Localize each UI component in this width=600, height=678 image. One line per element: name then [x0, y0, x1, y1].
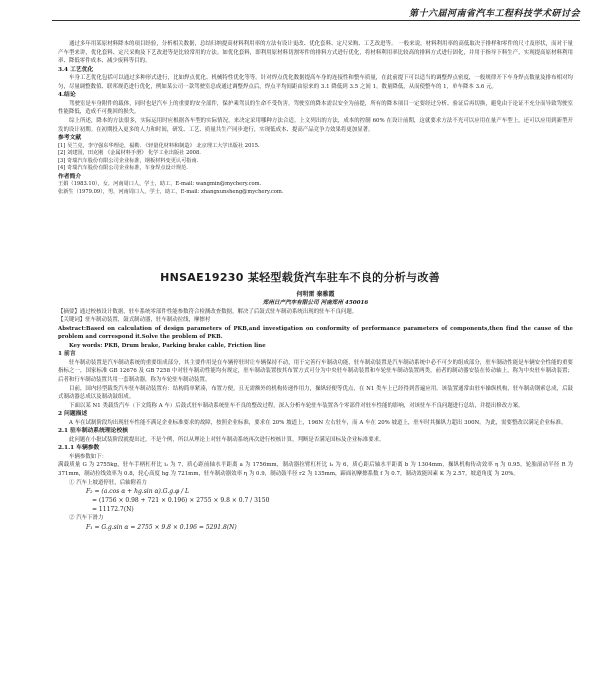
section-heading: 3.4 工艺优化 — [58, 66, 94, 73]
paragraph: 综上所述，降本的方法很多，实际运用时应根据各车型的实际情况，来决定采用哪种方法合适。上文列出的方法，成本的控制 60% 在设计前期，这就要求方法不光可以应用在量产车型上，还可以应用到新型开发的设计初期。在初期投入更多的人力和时间，研发、工艺、质量共生产同步进行，实现低成本、提高产品竞争力效果将更加显著。 — [58, 117, 573, 133]
keywords-en: Key words: PKB, Drum brake, Parking brake cable, Friction line — [69, 342, 266, 349]
paragraph: 下面以某 N1 类载货汽车（下文简称 A 车）后鼓式驻车制动系统驻车不良的整改过程，深入分析车轮驻车装置各个零部件对驻车性能的影响，对该驻车不良问题进行总结，并提出修改方案。 — [69, 402, 524, 409]
reference-item: [1] 吴兰克，李守强东华理论，福勒. 《轻量化材料和制造》 北京理工大学出版社 2015. — [58, 142, 260, 149]
paragraph: A 车在试制阶段均出现驻车性能不满足企业标准要求的故障，按照企业标准，要求在 20% 坡道上，196N 左右驻车，而 A 车在 20% 坡道上，驻车时其操纵力超出 300N。为此，需要整改以满足企业标准。 — [69, 419, 567, 426]
abstract-cn: 【摘要】通过校核设计数据，驻车系统零部件性能参数符合检测改查数据，解决了后鼓式驻车制动系统出现的驻车不良问题。 — [58, 308, 358, 315]
subsection-heading: 2.1 驻车制动系统理论校核 — [58, 428, 129, 435]
paragraph: 此问题在小批试装阶段就提出过，不是个例，所以从理论上对驻车制动系统再次进行校核计算，判断是否满足国标及企业标准要求。 — [69, 436, 385, 443]
paragraph: 目前，国内轻型载货汽车驻车制动装置有：结构简单紧凑，布置方便，且无需额外的机构传递作用力，操纵轻便等优点，在 N1 类车上已经得到普遍应用。该装置通常由驻车操纵机构，驻车制动钢索总成，后鼓式制动器总成以及制动鼓组成。 — [58, 385, 573, 401]
keywords-cn: 【关键词】驻车制动装置，鼓式制动器，驻车制动拉线，摩擦衬 — [58, 317, 211, 324]
section-heading: 2 问题描述 — [58, 411, 88, 418]
paragraph: 驻车制动装置是汽车制动系统的重要组成部分，其主要作用是在车辆停驻时让车辆保持不动，用于完善行车制动功能，驻车制动装置是汽车制动系统中必不可少的组成部分，驻车制动性能是车辆安全性能的重要指标之一，国家标准 GB 12676 及 GB 7258 中对驻车制动性能均有规定，驻车制动装置按其布置方式可分为中央驻车制动装置和车轮驻车制动装置两类，前者的制动器安装在传动轴上，称为中央驻车制动装置；后者和行车制动装置共用一套制动器，称为车轮驻车制动装置。 — [58, 359, 573, 384]
running-header: 第十六届河南省汽车工程科技学术研讨会 — [408, 9, 580, 19]
author-bio-heading: 作者简介 — [58, 173, 82, 180]
article-affiliation: 郑州日产汽车有限公司 河南郑州 450016 — [262, 300, 369, 306]
paragraph: 驾驶室是车身附件的载体，同时也是汽车上的重要的安全部件，保护乘驾员的生命不受伤害。驾驶室的降本需以安全为前提，所有的降本项目一定要经过分析、验证后再切换，避免由于论证不充分而导致驾驶室性能降低，造成不可挽回的损失。 — [58, 100, 573, 116]
paragraph: 满载质量 G 为 2755kg，驻车手柄杠杆比 i₁ 为 7，质心距前轴水平距离 a 为 1756mm，制动器拉臂杠杆比 i₂ 为 6，质心距后轴水平距离 b 为 1304mm，操纵机构传动效率 η 为 0.95，轮胎滚动半径 R 为 371mm，制动拉线效率为 0.8，轮心高度 hg 为 721mm，驻车制动器效率 η 为 0.9，制动鼓半径 r2 为 135mm，蹄面初摩擦系数 f 为 0.7，制动效能因素 K 为 2.57，坡道角度 为 20%。 — [58, 462, 573, 478]
reference-item: [2] 刘建国，田克刚 《金属材料手册》 化学工业出版社 2008. — [58, 150, 201, 157]
article-body — [58, 290, 573, 532]
references-heading: 参考文献 — [58, 135, 82, 142]
header-rule — [52, 20, 580, 21]
equation-label: ② 汽车下滑力 — [69, 515, 104, 522]
author-bio: 王娟（1983.10），女，河南周口人，学士，助工，E-mail: wangmin@mychery.com. — [58, 181, 262, 188]
subsection-heading: 2.1.1 车辆参数 — [58, 445, 100, 452]
reference-item: [4] 奇瑞汽车股份有限公司企业标准，车身焊点设计规范. — [58, 165, 188, 172]
equation-line: = 11172.7(N) — [92, 506, 134, 514]
section-heading: 4.结论 — [58, 92, 76, 99]
abstract-en: Abstract:Based on calculation of design parameters of PKB,and investigation on conformity of performance parameters of components,then find the cause of the problem and correspond it.Solve the problem of PKB. — [58, 325, 573, 341]
paragraph: 车辆参数如下： — [69, 453, 108, 460]
article-title: HNSAE19230 某轻型载货汽车驻车不良的分析与改善 — [160, 271, 440, 284]
reference-item: [3] 奇瑞汽车股份有限公司企业标准，钢板材料变更认可指南. — [58, 157, 199, 164]
article-authors: 何明雷 秦雅霞 — [296, 291, 335, 298]
equation-line: F₁ = G.g.sin α = 2755 × 9.8 × 0.196 = 5291.8(N) — [86, 523, 237, 531]
author-bio: 张新生（1979.09），男，河南周口人，学士，助工，E-mail: zhangxunsheng@mychery.com. — [58, 188, 284, 195]
paragraph: 车身工艺优化包括可以通过多种形式进行，比如焊点优化、机械特性优化等等。针对焊点优化数据提高车身的连接性和整车质量，在此前提下可以适当的调整焊点密度，一般规律开下车身焊点数量及排布相对均匀，尽量调整数值、联邦规范进行优化，例如某公司一款驾驶室总成通过调整焊点后，焊点平均间距由原来的 3.1 降低到 3.5 之间 1，数量降低，从而使整车的 1，单车降本 3.6 元。 — [58, 75, 573, 90]
equation-label: ① 汽车上坡道停驻，后轴附着力 — [69, 479, 147, 486]
paragraph: 通过多年用某原材料降本的项目经验，分析相关数据，总结归纳提高材料利用率的方法有设计更改、优化套料、定尺采购、工艺改进等。 一般来说，材料利用率的高低取决于排样和零件的尺寸及形状，而对于量产车型来讲，优化套料、定尺采购及下艺改进等是比较常用的方法。如优化套料，即利用原材料切割零件的排料方式进行优化，将材料利用率比较高的排料方式进行固化，并用于指导下料生产，实现提高原材料利用率、降低零件成本、减少废料等目的。 — [58, 41, 573, 65]
equation-line: = (1756 × 0.98 + 721 × 0.196) × 2755 × 9.8 × 0.7 / 3150 — [92, 497, 270, 505]
equation-line: F₂ = (a.cos α + hg.sin α).G.g.φ / L — [86, 488, 190, 496]
section-heading: 1 前言 — [58, 351, 76, 358]
previous-article-section — [58, 40, 573, 197]
